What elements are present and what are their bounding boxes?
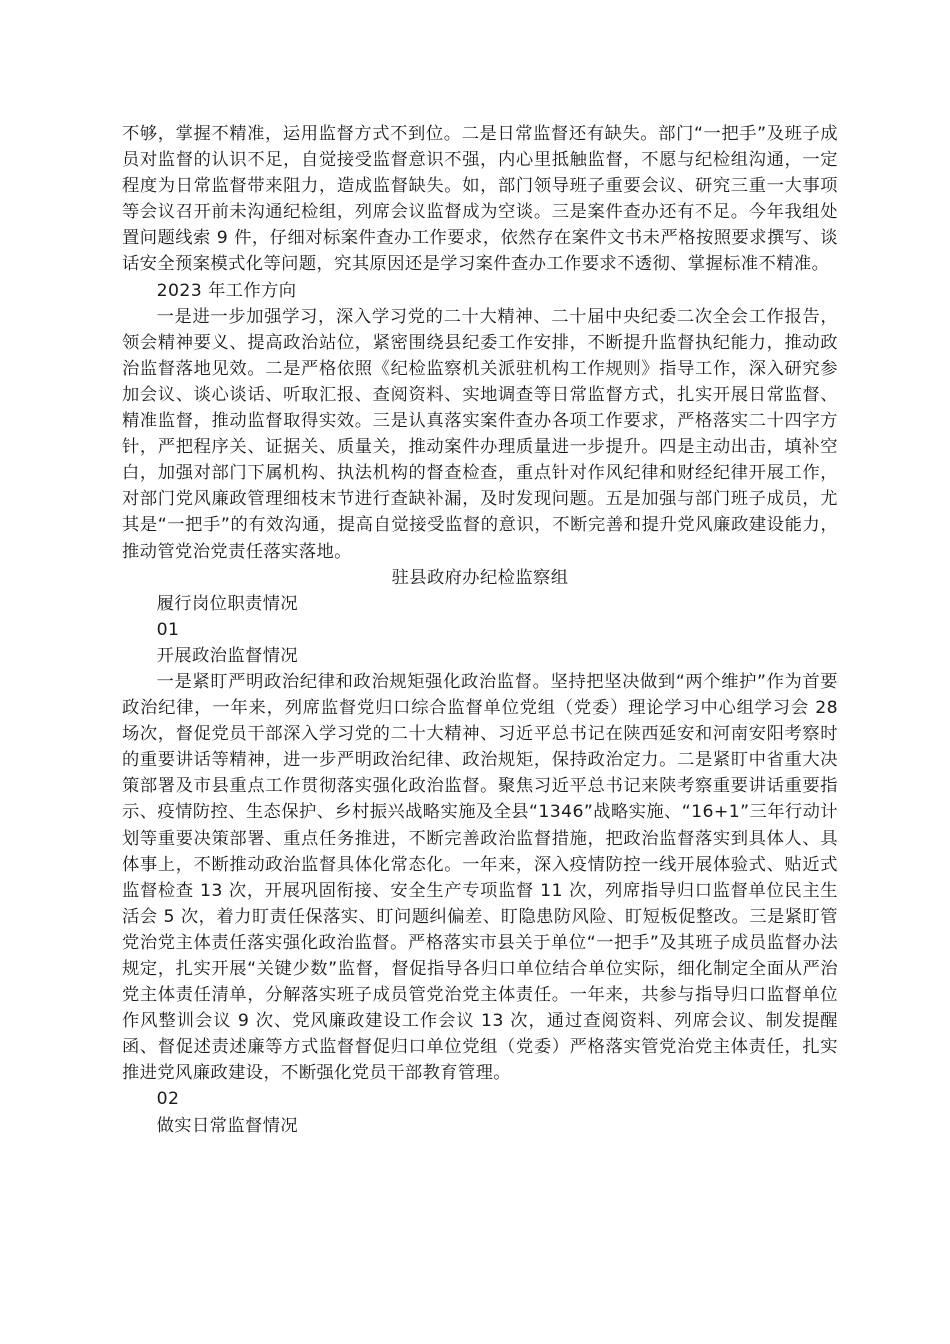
document-page [122, 121, 838, 1139]
section-heading-2023-direction: 2023 年工作方向 [156, 280, 297, 301]
section-heading-political-supervision: 开展政治监督情况 [156, 645, 299, 666]
paragraph-continuation: 不够，掌握不精准，运用监督方式不到位。二是日常监督还有缺失。部门“一把手”及班子成员对监督的认识不足，自觉接受监督意识不强，内心里抵触监督，不愿与纪检组沟通，一定程度为日常监督带来阻力，造成监督缺失。如，部门领导班子重要会议、研究三重一大事项等会议召开前未沟通纪检组，列席会议监督成为空谈。三是案件查办还有不足。今年我组处置问题线索 9 件，仔细对标案件查办工作要求，依然存在案件文书未严格按照要求撰写、谈话安全预案模式化等问题，究其原因还是学习案件查办工作要求不透彻、掌握标准不精准。 [122, 124, 838, 275]
section-number-01: 01 [156, 619, 180, 640]
section-number-02: 02 [156, 1089, 180, 1110]
paragraph-work-direction: 一是进一步加强学习，深入学习党的二十大精神、二十届中央纪委二次全会工作报告，领会精神要义、提高政治站位，紧密围绕县纪委工作安排，不断提升监督执纪能力，推动政治监督落地见效。二是严格依照《纪检监察机关派驻机构工作规则》指导工作，深入研究参加会议、谈心谈话、听取汇报、查阅资料、实地调查等日常监督方式，扎实开展日常监督、精准监督，推动监督取得实效。三是认真落实案件查办各项工作要求，严格落实二十四字方针，严把程序关、证据关、质量关，推动案件办理质量进一步提升。四是主动出击，填补空白，加强对部门下属机构、执法机构的督查检查，重点针对作风纪律和财经纪律开展工作，对部门党风廉政管理细枝末节进行查缺补漏，及时发现问题。五是加强与部门班子成员，尤其是“一把手”的有效沟通，提高自觉接受监督的意识，不断完善和提升党风廉政建设能力，推动管党治党责任落实落地。 [122, 306, 838, 562]
paragraph-political-supervision: 一是紧盯严明政治纪律和政治规矩强化政治监督。坚持把坚决做到“两个维护”作为首要政治纪律，一年来，列席监督党归口综合监督单位党组（党委）理论学习中心组学习会 28 场次，督促党员干部深入学习党的二十大精神、习近平总书记在陕西延安和河南安阳考察时的重要讲话等精神，进一步严明政治纪律、政治规矩，保持政治定力。二是紧盯中省重大决策部署及市县重点工作贯彻落实强化政治监督。聚焦习近平总书记来陕考察重要讲话重要指示、疫情防控、生态保护、乡村振兴战略实施及全县“1346”战略实施、“16+1”三年行动计划等重要决策部署、重点任务推进，不断完善政治监督措施，把政治监督落实到具体人、具体事上，不断推动政治监督具体化常态化。一年来，深入疫情防控一线开展体验式、贴近式监督检查 13 次，开展巩固衔接、安全生产专项监督 11 次，列席指导归口监督单位民主生活会 5 次，着力盯责任保落实、盯问题纠偏差、盯隐患防风险、盯短板促整改。三是紧盯管党治党主体责任落实强化政治监督。严格落实市县关于单位“一把手”及其班子成员监督办法规定，扎实开展“关键少数”监督，督促指导各归口单位结合单位实际，细化制定全面从严治党主体责任清单，分解落实班子成员管党治党主体责任。一年来，共参与指导归口监督单位作风整训会议 9 次、党风廉政建设工作会议 13 次，通过查阅资料、列席会议、制发提醒函、督促述责述廉等方式监督督促归口单位党组（党委）严格落实管党治党主体责任，扎实推进党风廉政建设，不断强化党员干部教育管理。 [122, 671, 838, 1084]
section-heading-daily-supervision: 做实日常监督情况 [156, 1115, 299, 1136]
organization-title: 驻县政府办纪检监察组 [391, 567, 569, 588]
section-heading-duties: 履行岗位职责情况 [156, 593, 299, 614]
